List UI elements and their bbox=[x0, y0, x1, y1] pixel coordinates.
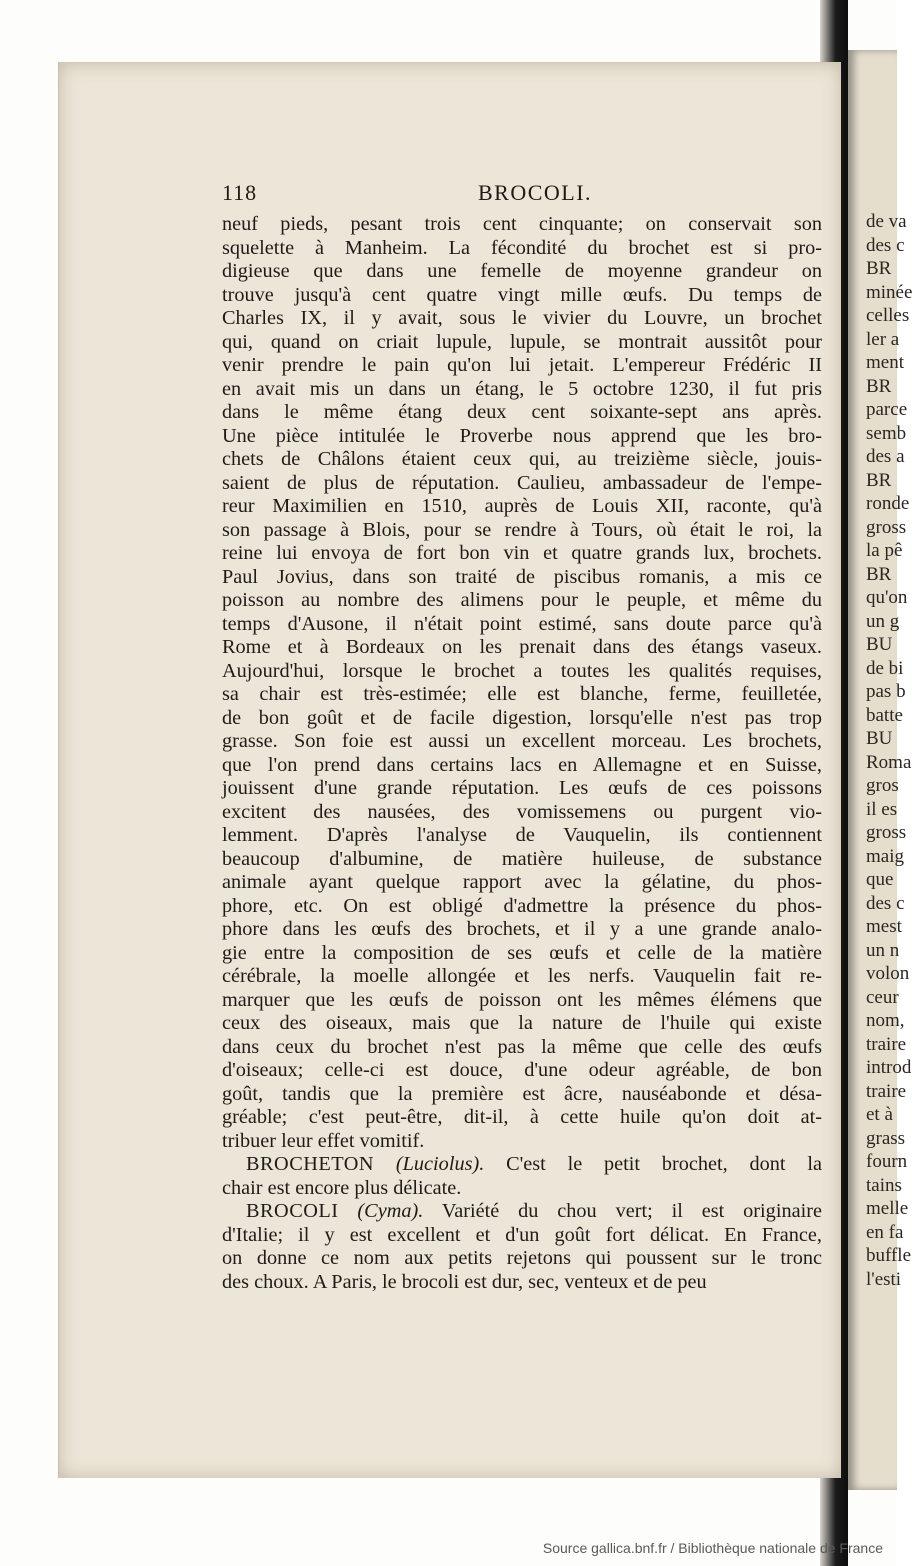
text-line: dans le même étang deux cent soixante-sept ans après. bbox=[222, 401, 822, 423]
facing-page-fragment: ronde bbox=[866, 493, 910, 514]
body-text bbox=[222, 213, 822, 1294]
facing-page-fragment: batte bbox=[866, 704, 903, 726]
facing-page-fragment: minée bbox=[866, 281, 912, 303]
text-line: animale ayant quelque rapport avec la gélatine, du phos- bbox=[222, 871, 822, 893]
facing-page-fragment: BR bbox=[866, 563, 892, 585]
facing-page-fragment: gros bbox=[866, 775, 899, 796]
text-line: son passage à Blois, pour se rendre à Tours, où était le roi, la bbox=[222, 518, 822, 541]
facing-page-fragment: fourn bbox=[866, 1151, 908, 1172]
facing-page-fragment: celles bbox=[866, 305, 910, 326]
text-line: gréable; c'est peut-être, dit-il, à cette huile qu'on doit at- bbox=[222, 1106, 822, 1128]
text-line: chets de Châlons étaient ceux qui, au treizième siècle, jouis- bbox=[222, 448, 822, 470]
text-line: des choux. A Paris, le brocoli est dur, sec, venteux et de peu bbox=[222, 1270, 707, 1293]
text-line: lemment. D'après l'analyse de Vauquelin, ils contiennent bbox=[222, 824, 822, 846]
text-line: d'oiseaux; celle-ci est douce, d'une odeur agréable, de bon bbox=[222, 1059, 822, 1081]
entry-text: C'est le petit brochet, dont la bbox=[506, 1153, 822, 1175]
facing-page-fragment: gross bbox=[866, 516, 907, 538]
text-line: chair est encore plus délicate. bbox=[222, 1176, 462, 1199]
text-line: en avait mis un dans un étang, le 5 octobre 1230, il fut pris bbox=[222, 377, 822, 400]
facing-page-fragment: un g bbox=[866, 610, 900, 632]
facing-page-fragment: melle bbox=[866, 1198, 909, 1219]
facing-page-fragment: traire bbox=[866, 1033, 907, 1055]
facing-page-fragment: ment bbox=[866, 352, 904, 373]
facing-page-fragment: maig bbox=[866, 845, 904, 867]
entry-headword: BROCHETON bbox=[246, 1153, 375, 1175]
text-line: venir prendre le pain qu'on lui jetait. L'empereur Frédéric II bbox=[222, 354, 822, 376]
facing-page-fragment: des a bbox=[866, 446, 905, 467]
entry-text: Variété du chou vert; il est originaire bbox=[441, 1200, 822, 1222]
facing-page-fragment: tains bbox=[866, 1174, 902, 1196]
text-line: jouissent d'une grande réputation. Les œufs de ces poissons bbox=[222, 777, 822, 799]
facing-page-edge bbox=[848, 50, 912, 1490]
facing-page-fragment: en fa bbox=[866, 1221, 904, 1243]
text-line: cérébrale, la moelle allongée et les nerfs. Vauquelin fait re- bbox=[222, 965, 822, 987]
text-line: temps d'Ausone, il n'était point estimé, sans doute parce qu'à bbox=[222, 612, 822, 635]
text-line: tribuer leur effet vomitif. bbox=[222, 1129, 425, 1152]
facing-page-fragment: ceur bbox=[866, 986, 899, 1008]
running-head: BROCOLI. bbox=[478, 180, 593, 205]
text-line: squelette à Manheim. La fécondité du brochet est si pro- bbox=[222, 236, 822, 259]
facing-page-fragment: des c bbox=[866, 234, 905, 256]
facing-page-fragment: buffle bbox=[866, 1245, 912, 1266]
entry-headword: BROCOLI bbox=[246, 1200, 339, 1222]
facing-page-fragment: grass bbox=[866, 1127, 906, 1149]
text-line: qui, quand on criait lupule, lupule, se montrait aussitôt pour bbox=[222, 330, 822, 353]
text-line: excitent des nausées, des vomissemens ou purgent vio- bbox=[222, 800, 822, 823]
text-line: saient de plus de réputation. Caulieu, ambassadeur de l'empe- bbox=[222, 471, 822, 494]
text-line: ceux des oiseaux, mais que la nature de l'huile qui existe bbox=[222, 1012, 822, 1034]
text-line: marquer que les œufs de poisson ont les mêmes élémens que bbox=[222, 988, 822, 1011]
entry-first-line bbox=[222, 1153, 822, 1177]
facing-page-fragment: la pê bbox=[866, 540, 903, 561]
entry-latin-name: (Luciolus). bbox=[395, 1153, 485, 1175]
facing-page-fragment: il es bbox=[866, 798, 898, 820]
text-line: reine lui envoya de fort bon vin et quatre grands lux, brochets. bbox=[222, 542, 822, 564]
text-line: Une pièce intitulée le Proverbe nous apprend que les bro- bbox=[222, 424, 822, 447]
facing-page-fragment: mest bbox=[866, 916, 902, 937]
text-line: digieuse que dans une femelle de moyenne grandeur on bbox=[222, 260, 822, 282]
facing-page-fragment: semb bbox=[866, 422, 907, 444]
text-line: Rome et à Bordeaux on les prenait dans des étangs vaseux. bbox=[222, 636, 822, 658]
text-line: poisson au nombre des alimens pour le peuple, et même du bbox=[222, 589, 822, 611]
source-footer: Source gallica.bnf.fr / Bibliothèque nationale de France bbox=[542, 1540, 883, 1556]
facing-page-fragment: que bbox=[866, 869, 894, 890]
text-line: sa chair est très-estimée; elle est blanche, ferme, feuilletée, bbox=[222, 683, 822, 705]
text-line: trouve jusqu'à cent quatre vingt mille œufs. Du temps de bbox=[222, 283, 822, 306]
page-header bbox=[222, 180, 822, 210]
text-line: grasse. Son foie est aussi un excellent morceau. Les brochets, bbox=[222, 730, 822, 752]
facing-page-fragment: qu'on bbox=[866, 587, 908, 608]
facing-page-fragment: parce bbox=[866, 399, 908, 420]
text-line: dans ceux du brochet n'est pas la même que celle des œufs bbox=[222, 1035, 822, 1058]
facing-page-fragment: pas b bbox=[866, 681, 906, 702]
text-line: reur Maximilien en 1510, auprès de Louis XII, raconte, qu'à bbox=[222, 495, 822, 517]
facing-page-fragment: BR bbox=[866, 258, 892, 279]
facing-page-fragment: nom, bbox=[866, 1010, 905, 1031]
text-line: Aujourd'hui, lorsque le brochet a toutes les qualités requises, bbox=[222, 659, 822, 682]
facing-page-fragment: des c bbox=[866, 892, 905, 914]
facing-page-fragment: introd bbox=[866, 1057, 912, 1078]
page-number: 118 bbox=[222, 180, 258, 205]
text-line: que l'on prend dans certains lacs en Allemagne et en Suisse, bbox=[222, 753, 822, 776]
text-line: gie entre la composition de ses œufs et celle de la matière bbox=[222, 941, 822, 964]
facing-page-fragment: de bi bbox=[866, 657, 904, 679]
text-line: Paul Jovius, dans son traité de piscibus romanis, a mis ce bbox=[222, 565, 822, 588]
facing-page-fragment: l'esti bbox=[866, 1268, 902, 1290]
facing-page-fragment: traire bbox=[866, 1080, 907, 1102]
facing-page-fragment: Roma bbox=[866, 751, 912, 773]
facing-page-fragment: de va bbox=[866, 211, 907, 232]
facing-page-fragment: BR bbox=[866, 375, 892, 397]
text-line: Charles IX, il y avait, sous le vivier du Louvre, un brochet bbox=[222, 307, 822, 329]
text-line: phore, etc. On est obligé d'admettre la présence du phos- bbox=[222, 894, 822, 917]
entry-first-line bbox=[222, 1200, 822, 1224]
facing-page-fragment: ler a bbox=[866, 328, 900, 350]
entry-latin-name: (Cyma). bbox=[357, 1200, 424, 1222]
text-line: on donne ce nom aux petits rejetons qui poussent sur le tronc bbox=[222, 1247, 822, 1269]
text-line: neuf pieds, pesant trois cent cinquante; on conservait son bbox=[222, 213, 822, 235]
facing-page-fragment: volon bbox=[866, 963, 910, 984]
facing-page-fragment: BR bbox=[866, 469, 892, 491]
text-line: de bon goût et de facile digestion, lorsqu'elle n'est pas trop bbox=[222, 706, 822, 729]
facing-page-fragment: un n bbox=[866, 939, 900, 961]
text-line: beaucoup d'albumine, de matière huileuse, de substance bbox=[222, 847, 822, 870]
facing-page-fragment: gross bbox=[866, 822, 907, 843]
text-line: phore dans les œufs des brochets, et il y a une grande analo- bbox=[222, 918, 822, 940]
facing-page-fragment: et à bbox=[866, 1104, 893, 1125]
facing-page-fragment: BU bbox=[866, 728, 893, 749]
text-line: goût, tandis que la première est âcre, nauséabonde et désa- bbox=[222, 1082, 822, 1105]
facing-page-fragment: BU bbox=[866, 634, 893, 655]
text-line: d'Italie; il y est excellent et d'un goût fort délicat. En France, bbox=[222, 1223, 822, 1246]
